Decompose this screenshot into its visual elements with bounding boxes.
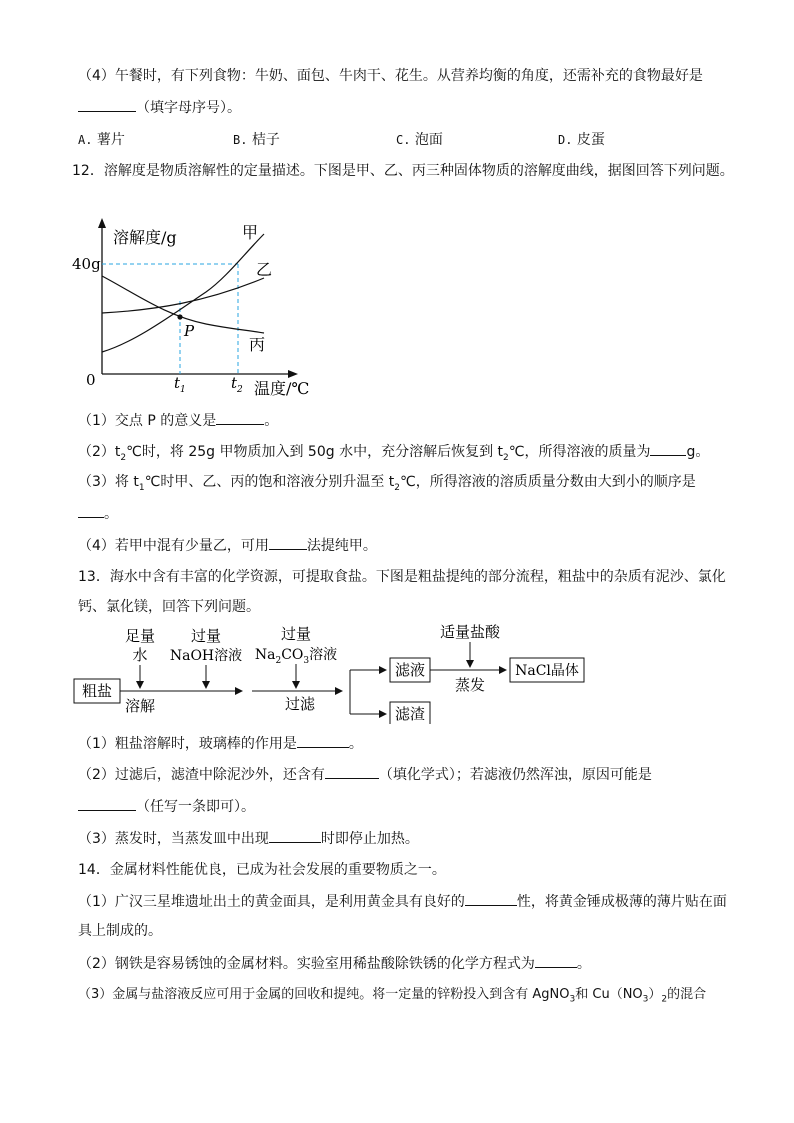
- curve-bing: [102, 276, 264, 333]
- answer-blank[interactable]: [269, 828, 321, 843]
- option-b[interactable]: B. 桔子: [233, 132, 280, 148]
- x-label: 温度/℃: [254, 379, 310, 398]
- box-filtrate-label: 滤液: [394, 661, 426, 679]
- q12-sub3: （3）将 $t_1℃$时甲、乙、丙的饱和溶液分别升温至 $t_2℃$，所得溶液的溶质质量分数由大到小的顺序是: [78, 474, 696, 493]
- option-c[interactable]: C. 泡面: [396, 132, 443, 148]
- step-evaporate-label: 蒸发: [454, 676, 486, 694]
- answer-blank[interactable]: [78, 503, 104, 518]
- q14-stem: 14．金属材料性能优良，已成为社会发展的重要物质之一。: [78, 862, 446, 878]
- q13-sub2-line2: （任写一条即可）。: [78, 796, 255, 817]
- reagent1-bottom: 水: [132, 646, 148, 664]
- q13-stem-line2: 钙、氯化镁，回答下列问题。: [78, 599, 260, 615]
- reagent3-bottom: $Na_2CO_3$溶液: [254, 647, 338, 666]
- answer-blank[interactable]: [325, 764, 379, 779]
- box-residue-label: 滤渣: [394, 705, 426, 723]
- solubility-chart: [66, 212, 326, 402]
- reagent2-top: 过量: [190, 627, 222, 645]
- q14-sub1-line2: 具上制成的。: [78, 923, 162, 939]
- y-label: 溶解度/g: [113, 228, 177, 247]
- q12-sub4: （4）若甲中混有少量乙，可用 法提纯甲。: [78, 535, 377, 556]
- answer-blank[interactable]: [535, 953, 577, 968]
- x-tick-t2: $t_2$: [231, 374, 243, 395]
- curve-jia: [102, 234, 264, 352]
- step-filter-label: 过滤: [284, 695, 316, 713]
- x-tick-t1: $t_1$: [174, 374, 186, 395]
- q12-stem: 12．溶解度是物质溶解性的定量描述。下图是甲、乙、丙三种固体物质的溶解度曲线，据图回答下列问题。: [72, 163, 734, 179]
- point-p: [177, 314, 182, 319]
- option-a[interactable]: A. 薯片: [78, 132, 125, 148]
- answer-blank[interactable]: [650, 441, 686, 456]
- y-axis-arrow: [98, 218, 106, 228]
- q13-sub3: （3）蒸发时，当蒸发皿中出现 时即停止加热。: [78, 828, 419, 849]
- answer-blank[interactable]: [269, 535, 307, 550]
- box-product-label: NaCl晶体: [515, 663, 579, 679]
- answer-blank[interactable]: [297, 733, 349, 748]
- q12-sub3-line2: 。: [78, 503, 118, 524]
- q14-sub2: （2）钢铁是容易锈蚀的金属材料。实验室用稀盐酸除铁锈的化学方程式为 。: [78, 953, 591, 974]
- purification-flowchart: [72, 620, 602, 724]
- answer-blank[interactable]: [78, 796, 136, 811]
- series-label-bing: 丙: [249, 335, 266, 354]
- q11-4-line2: （填字母序号）。: [78, 97, 241, 118]
- x-axis-arrow: [288, 370, 298, 378]
- option-d[interactable]: D. 皮蛋: [558, 132, 605, 148]
- q12-sub1: （1）交点 P 的意义是 。: [78, 410, 278, 431]
- series-label-jia: 甲: [242, 223, 259, 242]
- q11-4-line1: （4）午餐时，有下列食物：牛奶、面包、牛肉干、花生。从营养均衡的角度，还需补充的食物最好是: [78, 68, 703, 84]
- y-value-40g: 40g: [72, 255, 101, 273]
- q13-sub2: （2）过滤后，滤渣中除泥沙外，还含有 （填化学式）；若滤液仍然浑浊，原因可能是: [78, 764, 652, 785]
- q14-sub1: （1）广汉三星堆遗址出土的黄金面具，是利用黄金具有良好的 性，将黄金锤成极薄的薄片贴在面: [78, 891, 727, 912]
- q14-sub3: （3）金属与盐溶液反应可用于金属的回收和提纯。将一定量的锌粉投入到含有 AgNO$_3$和 $Cu(NO_3)_2$的混合: [78, 987, 707, 1005]
- q12-sub2: $(2)t_2℃$时，将 25g 甲物质加入到 50g 水中，充分溶解后恢复到 $t_2℃$，所得溶液的质量为 g。: [78, 441, 709, 468]
- series-label-yi: 乙: [256, 260, 273, 279]
- reagent3-top: 过量: [280, 625, 312, 643]
- reagent2-bottom: NaOH溶液: [169, 648, 243, 664]
- answer-blank[interactable]: [78, 97, 136, 112]
- step-dissolve-label: 溶解: [124, 697, 156, 715]
- answer-blank[interactable]: [216, 410, 264, 425]
- q13-sub1: （1）粗盐溶解时，玻璃棒的作用是 。: [78, 733, 363, 754]
- reagent1-top: 足量: [124, 627, 156, 645]
- box-crude-salt-label: 粗盐: [81, 682, 113, 700]
- reagent4-label: 适量盐酸: [439, 623, 501, 641]
- answer-blank[interactable]: [465, 891, 517, 906]
- q13-stem-line1: 13．海水中含有丰富的化学资源，可提取食盐。下图是粗盐提纯的部分流程，粗盐中的杂质有泥沙、氯化: [78, 569, 726, 585]
- origin-label: 0: [86, 371, 96, 389]
- point-p-label: P: [184, 322, 195, 340]
